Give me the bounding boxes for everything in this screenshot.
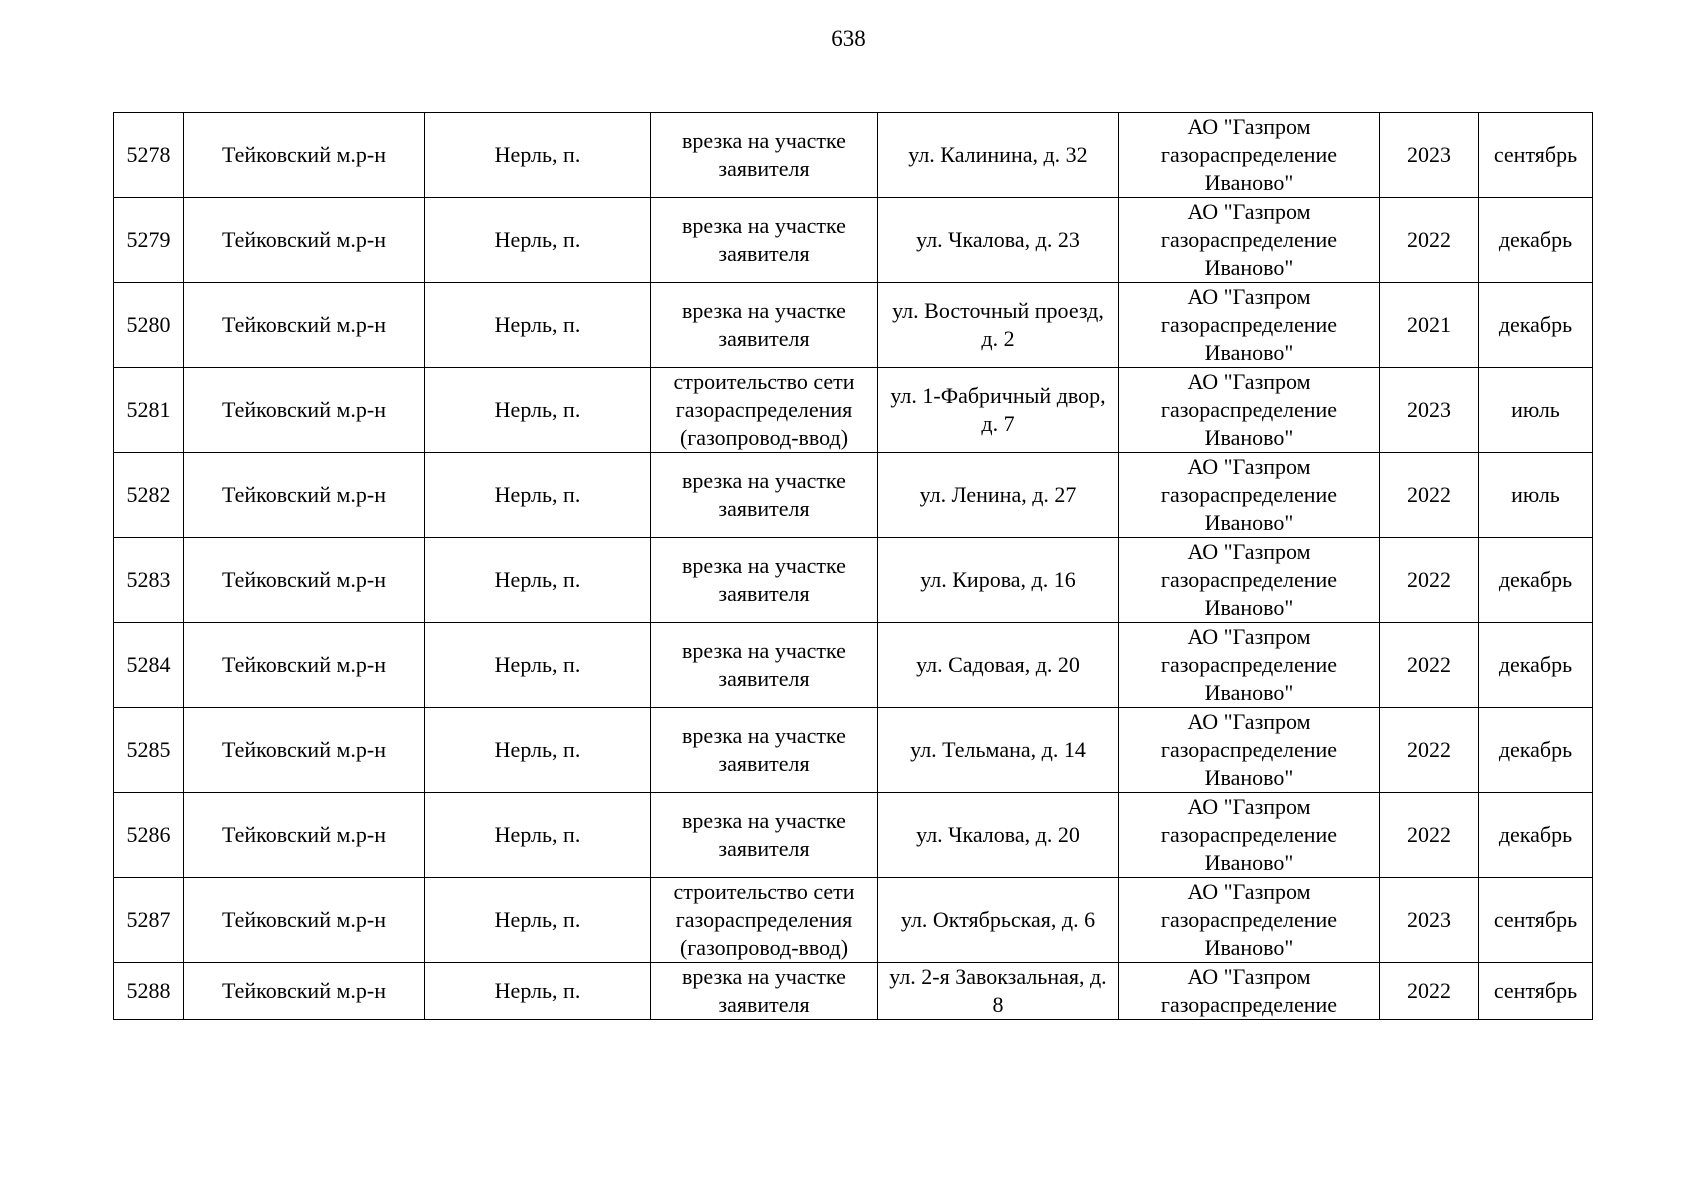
cell-address: ул. Тельмана, д. 14 xyxy=(878,708,1119,793)
cell-locality: Нерль, п. xyxy=(425,708,651,793)
cell-district: Тейковский м.р-н xyxy=(184,623,425,708)
cell-organization: АО "Газпром газораспределение Иваново" xyxy=(1119,368,1380,453)
cell-district: Тейковский м.р-н xyxy=(184,708,425,793)
cell-year: 2022 xyxy=(1380,623,1479,708)
cell-district: Тейковский м.р-н xyxy=(184,878,425,963)
cell-locality: Нерль, п. xyxy=(425,963,651,1020)
cell-locality: Нерль, п. xyxy=(425,368,651,453)
cell-number: 5288 xyxy=(114,963,184,1020)
cell-month: декабрь xyxy=(1479,283,1593,368)
cell-locality: Нерль, п. xyxy=(425,538,651,623)
cell-number: 5287 xyxy=(114,878,184,963)
cell-number: 5278 xyxy=(114,113,184,198)
cell-address xyxy=(878,963,1119,1020)
cell-month: сентябрь xyxy=(1479,878,1593,963)
cell-number: 5281 xyxy=(114,368,184,453)
cell-organization: АО "Газпром газораспределение Иваново" xyxy=(1119,708,1380,793)
cell-district: Тейковский м.р-н xyxy=(184,538,425,623)
page-number: 638 xyxy=(831,26,866,51)
cell-locality: Нерль, п. xyxy=(425,113,651,198)
cell-address: ул. 1-Фабричный двор, д. 7 xyxy=(878,368,1119,453)
cell-address: ул. Садовая, д. 20 xyxy=(878,623,1119,708)
cell-locality: Нерль, п. xyxy=(425,878,651,963)
cell-year: 2021 xyxy=(1380,283,1479,368)
cell-work-type-text: врезка на участке заявителя xyxy=(682,964,846,1017)
table-row xyxy=(114,198,1593,283)
cell-locality: Нерль, п. xyxy=(425,453,651,538)
table-row xyxy=(114,538,1593,623)
cell-organization: АО "Газпром газораспределение Иваново" xyxy=(1119,793,1380,878)
cell-year: 2022 xyxy=(1380,453,1479,538)
cell-year: 2022 xyxy=(1380,963,1479,1020)
cell-address: ул. Ленина, д. 27 xyxy=(878,453,1119,538)
cell-organization: АО "Газпром газораспределение Иваново" xyxy=(1119,878,1380,963)
cell-work-type xyxy=(651,963,878,1020)
cell-organization-text: АО "Газпром газораспределение xyxy=(1160,964,1338,1017)
cell-month: сентябрь xyxy=(1479,113,1593,198)
table-row xyxy=(114,283,1593,368)
cell-district: Тейковский м.р-н xyxy=(184,368,425,453)
cell-work-type: строительство сети газораспределения (газопровод-ввод) xyxy=(651,878,878,963)
cell-work-type: врезка на участке заявителя xyxy=(651,538,878,623)
table-row xyxy=(114,793,1593,878)
cell-work-type: врезка на участке заявителя xyxy=(651,623,878,708)
cell-year: 2022 xyxy=(1380,198,1479,283)
cell-organization: АО "Газпром газораспределение Иваново" xyxy=(1119,283,1380,368)
cell-number: 5283 xyxy=(114,538,184,623)
cell-district: Тейковский м.р-н xyxy=(184,793,425,878)
cell-work-type: врезка на участке заявителя xyxy=(651,283,878,368)
cell-address: ул. Калинина, д. 32 xyxy=(878,113,1119,198)
cell-locality: Нерль, п. xyxy=(425,793,651,878)
cell-work-type: врезка на участке заявителя xyxy=(651,453,878,538)
cell-organization: АО "Газпром газораспределение Иваново" xyxy=(1119,453,1380,538)
cell-year: 2023 xyxy=(1380,368,1479,453)
table-body xyxy=(114,113,1593,1020)
cell-month: декабрь xyxy=(1479,708,1593,793)
table-row xyxy=(114,963,1593,1020)
cell-organization: АО "Газпром газораспределение Иваново" xyxy=(1119,538,1380,623)
cell-number: 5285 xyxy=(114,708,184,793)
cell-number: 5279 xyxy=(114,198,184,283)
cell-district: Тейковский м.р-н xyxy=(184,198,425,283)
cell-number: 5286 xyxy=(114,793,184,878)
cell-month: сентябрь xyxy=(1479,963,1593,1020)
cell-work-type: строительство сети газораспределения (газопровод-ввод) xyxy=(651,368,878,453)
cell-year: 2022 xyxy=(1380,538,1479,623)
cell-year: 2023 xyxy=(1380,113,1479,198)
cell-organization: АО "Газпром газораспределение Иваново" xyxy=(1119,113,1380,198)
cell-address: ул. Октябрьская, д. 6 xyxy=(878,878,1119,963)
cell-district: Тейковский м.р-н xyxy=(184,453,425,538)
cell-organization: АО "Газпром газораспределение Иваново" xyxy=(1119,198,1380,283)
table-row xyxy=(114,453,1593,538)
cell-month: декабрь xyxy=(1479,198,1593,283)
cell-district: Тейковский м.р-н xyxy=(184,963,425,1020)
cell-number: 5282 xyxy=(114,453,184,538)
cell-month: декабрь xyxy=(1479,623,1593,708)
cell-address-text: ул. 2-я Завокзальная, д. 8 xyxy=(889,964,1107,1017)
table-row xyxy=(114,623,1593,708)
cell-locality: Нерль, п. xyxy=(425,623,651,708)
cell-work-type: врезка на участке заявителя xyxy=(651,198,878,283)
cell-locality: Нерль, п. xyxy=(425,283,651,368)
cell-organization xyxy=(1119,963,1380,1020)
cell-address: ул. Восточный проезд, д. 2 xyxy=(878,283,1119,368)
cell-number: 5280 xyxy=(114,283,184,368)
cell-month: декабрь xyxy=(1479,793,1593,878)
table-row xyxy=(114,368,1593,453)
table-row xyxy=(114,708,1593,793)
cell-month: декабрь xyxy=(1479,538,1593,623)
cell-work-type: врезка на участке заявителя xyxy=(651,113,878,198)
cell-number: 5284 xyxy=(114,623,184,708)
cell-month: июль xyxy=(1479,453,1593,538)
cell-month: июль xyxy=(1479,368,1593,453)
cell-district: Тейковский м.р-н xyxy=(184,283,425,368)
cell-work-type: врезка на участке заявителя xyxy=(651,708,878,793)
cell-address: ул. Чкалова, д. 20 xyxy=(878,793,1119,878)
cell-address: ул. Кирова, д. 16 xyxy=(878,538,1119,623)
cell-year: 2022 xyxy=(1380,708,1479,793)
cell-organization: АО "Газпром газораспределение Иваново" xyxy=(1119,623,1380,708)
cell-year: 2023 xyxy=(1380,878,1479,963)
cell-year: 2022 xyxy=(1380,793,1479,878)
cell-locality: Нерль, п. xyxy=(425,198,651,283)
cell-address: ул. Чкалова, д. 23 xyxy=(878,198,1119,283)
cell-district: Тейковский м.р-н xyxy=(184,113,425,198)
table-row xyxy=(114,113,1593,198)
table-row xyxy=(114,878,1593,963)
gasification-table xyxy=(113,112,1593,1020)
cell-work-type: врезка на участке заявителя xyxy=(651,793,878,878)
